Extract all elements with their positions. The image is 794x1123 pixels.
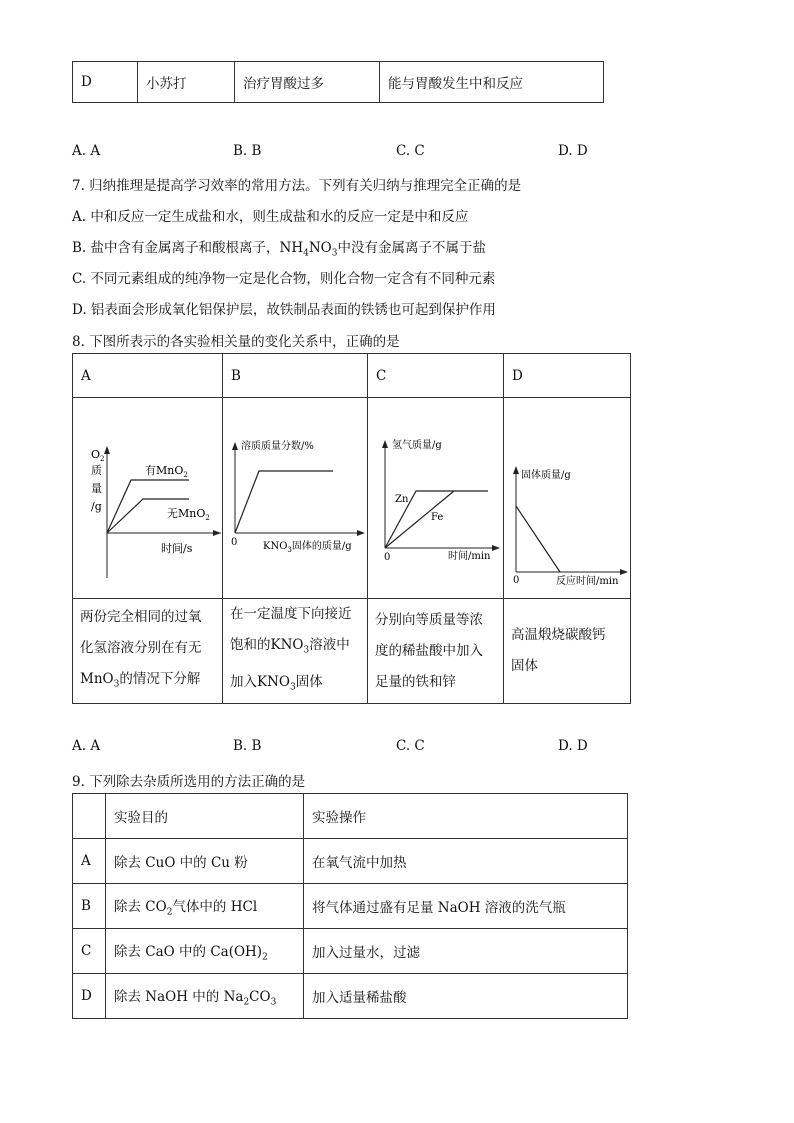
- desc-line: MnO$_3$的情况下分解: [80, 670, 201, 690]
- row-goal: 除去 CuO 中的 Cu 粉: [106, 839, 304, 884]
- curve-caco3: [516, 506, 560, 572]
- q8-option-a[interactable]: A. A: [72, 738, 101, 754]
- q6-option-b[interactable]: B. B: [233, 143, 262, 159]
- graph-cell-a: [73, 398, 223, 599]
- desc-cell-a: [73, 599, 223, 704]
- table-cell: A: [73, 354, 223, 398]
- table-row: [73, 839, 628, 884]
- graph-d: [504, 398, 630, 594]
- graph-a-ylabel: $O_2$: [91, 448, 105, 463]
- row-id: C: [73, 929, 106, 974]
- graph-a-curve1-label: 有MnO$_2$: [145, 464, 188, 479]
- graph-a: [73, 398, 222, 594]
- graph-d-origin: 0: [513, 575, 520, 586]
- table-cell: 能与胃酸发生中和反应: [380, 62, 604, 103]
- q8-option-b[interactable]: B. B: [233, 738, 262, 754]
- subscript: 3: [331, 248, 338, 259]
- desc-cell-d: [504, 599, 631, 704]
- table-row: [73, 354, 631, 398]
- desc-line: 高温煅烧碳酸钙: [511, 627, 606, 644]
- desc-line: 化氢溶液分别在有无: [80, 639, 202, 656]
- graph-cell-b: [223, 398, 368, 599]
- table-row: [73, 398, 631, 599]
- graph-b: [223, 398, 367, 594]
- row-op: 加入过量水，过滤: [304, 929, 628, 974]
- curve-kno3: [235, 471, 333, 533]
- table-cell: [73, 794, 106, 839]
- q6-option-c[interactable]: C. C: [396, 143, 425, 159]
- graph-a-ylabel: 质: [91, 464, 102, 477]
- table-row: [73, 794, 628, 839]
- subscript: 4: [303, 248, 309, 259]
- table-cell: 治疗胃酸过多: [235, 62, 380, 103]
- row-id: D: [73, 974, 106, 1019]
- row-op: 加入适量稀盐酸: [304, 974, 628, 1019]
- desc-line: 分别向等质量等浓: [375, 611, 483, 628]
- table-cell: D: [504, 354, 631, 398]
- row-goal: 除去 $CO_2$气体中的 HCl: [106, 884, 304, 929]
- q6-option-a[interactable]: A. A: [72, 143, 101, 159]
- desc-cell-b: [223, 599, 368, 704]
- table-row: [73, 599, 631, 704]
- graph-b-xlabel: $KNO_3$固体的质量/g: [263, 541, 352, 554]
- table-row: [73, 929, 628, 974]
- desc-line: 在一定温度下向接近: [230, 606, 352, 622]
- graph-cell-c: [368, 398, 504, 599]
- graph-a-curve2-label: 无MnO$_2$: [167, 507, 210, 522]
- q6-option-d[interactable]: D. D: [558, 143, 588, 159]
- q8-option-d[interactable]: D. D: [558, 738, 588, 754]
- graph-b-origin: 0: [231, 537, 238, 548]
- desc-line: 加入$KNO_3$固体: [230, 673, 323, 693]
- q7-option-a[interactable]: A. 中和反应一定生成盐和水，则生成盐和水的反应一定是中和反应: [72, 209, 469, 225]
- graph-a-ylabel: /g: [91, 500, 102, 513]
- q7-b-text: 中没有金属离子不属于盐: [337, 240, 486, 256]
- table-row: [73, 62, 604, 103]
- graph-c-fe-label: Fe: [431, 512, 444, 523]
- table-cell: C: [368, 354, 504, 398]
- q7-b-text: B. 盐中含有金属离子和酸根离子，NH: [72, 240, 304, 256]
- table-cell: B: [223, 354, 368, 398]
- desc-line: 两份完全相同的过氧: [80, 608, 202, 625]
- q8-option-c[interactable]: C. C: [396, 738, 425, 754]
- graph-c-xlabel: 时间/min: [448, 551, 491, 562]
- table-cell: 小苏打: [138, 62, 235, 103]
- table-cell: D: [73, 62, 138, 103]
- top-table: [72, 61, 604, 103]
- graph-d-xlabel: 反应时间/min: [556, 576, 619, 587]
- desc-line: 固体: [511, 658, 538, 675]
- q7-b-text: NO: [308, 240, 332, 256]
- graph-c-origin: 0: [384, 552, 391, 563]
- q8-table: [72, 353, 631, 704]
- table-header-goal: 实验目的: [106, 794, 304, 839]
- table-row: [73, 884, 628, 929]
- row-id: A: [73, 839, 106, 884]
- row-goal: 除去 CaO 中的 $Ca(OH)_2$: [106, 929, 304, 974]
- desc-line: 足量的铁和锌: [375, 673, 456, 690]
- graph-a-xlabel: 时间/s: [161, 542, 193, 555]
- row-id: B: [73, 884, 106, 929]
- table-header-op: 实验操作: [304, 794, 628, 839]
- desc-line: 度的稀盐酸中加入: [375, 642, 483, 659]
- desc-line: 饱和的$KNO_3$溶液中: [230, 637, 350, 656]
- graph-c-ylabel: 氢气质量/g: [392, 440, 442, 451]
- graph-cell-d: [504, 398, 631, 599]
- graph-d-ylabel: 固体质量/g: [521, 470, 571, 481]
- graph-c-zn-label: Zn: [395, 494, 409, 505]
- graph-a-ylabel: 量: [91, 482, 102, 495]
- q8-stem: 8. 下图所表示的各实验相关量的变化关系中，正确的是: [72, 334, 400, 350]
- graph-c: [368, 398, 503, 594]
- row-op: 将气体通过盛有足量 NaOH 溶液的洗气瓶: [304, 884, 628, 929]
- q7-stem: 7. 归纳推理是提高学习效率的常用方法。下列有关归纳与推理完全正确的是: [72, 178, 522, 194]
- q7-option-b[interactable]: [72, 236, 486, 259]
- q9-table: [72, 793, 628, 1019]
- q9-stem: 9. 下列除去杂质所选用的方法正确的是: [72, 774, 306, 790]
- q7-option-c[interactable]: C. 不同元素组成的纯净物一定是化合物，则化合物一定含有不同种元素: [72, 271, 496, 287]
- q7-option-d[interactable]: D. 铝表面会形成氧化铝保护层，故铁制品表面的铁锈也可起到保护作用: [72, 302, 496, 318]
- graph-b-ylabel: 溶质质量分数/%: [241, 441, 314, 452]
- row-goal: 除去 NaOH 中的 $Na_2CO_3$: [106, 974, 304, 1019]
- row-op: 在氧气流中加热: [304, 839, 628, 884]
- table-row: [73, 974, 628, 1019]
- desc-cell-c: [368, 599, 504, 704]
